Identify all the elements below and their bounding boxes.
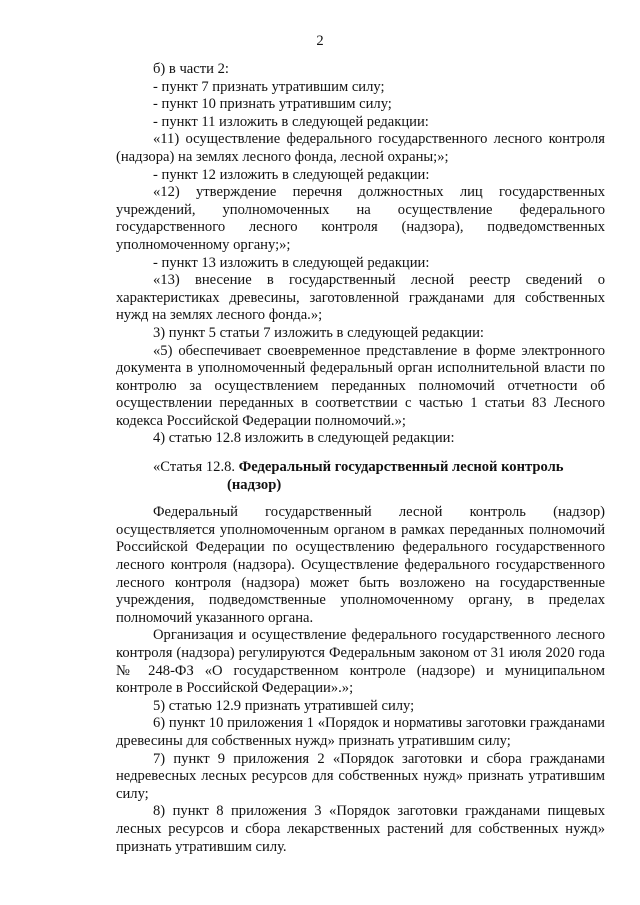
article-heading (116, 459, 605, 494)
paragraph: «11) осуществление федерального государственного лесного контроля (надзора) на землях лесного фонда, лесной охраны;»; (116, 131, 605, 165)
paragraph: - пункт 12 изложить в следующей редакции: (153, 166, 430, 183)
paragraph: «5) обеспечивает своевременное представление в форме электронного документа в уполномоченный федеральный орган исполнительной власти по контролю за осуществлением переданных полномочий отчетности об осуществлении переданных в соответствии с частью 1 статьи 83 Лесного кодекса Российской Федерации полномочий.»; (116, 342, 605, 429)
article-heading-prefix: «Статья 12.8. (153, 459, 239, 476)
paragraph: 7) пункт 9 приложения 2 «Порядок заготовки и сбора гражданами недревесных лесных ресурсов для собственных нужд» признать утратившим силу; (116, 750, 605, 802)
document-body (116, 61, 605, 856)
article-heading-title: Федеральный государственный лесной контроль (238, 459, 564, 476)
paragraph: 4) статью 12.8 изложить в следующей редакции: (153, 430, 455, 447)
paragraph: 8) пункт 8 приложения 3 «Порядок заготовки гражданами пищевых лесных ресурсов и сбора лекарственных растений для собственных нужд» признать утратившим силу. (116, 803, 605, 855)
paragraph: - пункт 10 признать утратившим силу; (153, 96, 392, 113)
paragraph: 3) пункт 5 статьи 7 изложить в следующей редакции: (153, 324, 484, 341)
paragraph: - пункт 7 признать утратившим силу; (153, 78, 385, 95)
paragraph: Организация и осуществление федерального государственного лесного контроля (надзора) регулируются Федеральным законом от 31 июля 2020 года № 248-ФЗ «О государственном контроле (надзоре) и муниципальном контроле в Российской Федерации».»; (116, 627, 605, 697)
paragraph: «13) внесение в государственный лесной реестр сведений о характеристиках древесины, заготовленной гражданами для собственных нужд на землях лесного фонда.»; (116, 272, 605, 324)
article-heading-title-continued: (надзор) (227, 476, 282, 493)
paragraph: Федеральный государственный лесной контроль (надзор) осуществляется уполномоченным органом в рамках переданных полномочий Российской Федерации по осуществлению федерального государственного лесного контроля (надзора). Осуществление федерального государственного лесного контроля (надзора) может быть возложено на государственные учреждения, подведомственные уполномоченному органу, в пределах полномочий указанного органа. (116, 504, 605, 626)
paragraph: б) в части 2: (153, 61, 229, 77)
paragraph: 6) пункт 10 приложения 1 «Порядок и нормативы заготовки гражданами древесины для собственных нужд» признать утратившим силу; (116, 715, 605, 749)
page-number: 2 (316, 33, 324, 49)
paragraph: - пункт 13 изложить в следующей редакции: (153, 254, 430, 271)
paragraph: - пункт 11 изложить в следующей редакции: (153, 113, 429, 130)
paragraph: 5) статью 12.9 признать утратившей силу; (153, 697, 415, 714)
paragraph: «12) утверждение перечня должностных лиц государственных учреждений, уполномоченных на осуществление федерального государственного лесного контроля (надзора), подведомственных уполномоченному органу;»; (116, 184, 605, 253)
